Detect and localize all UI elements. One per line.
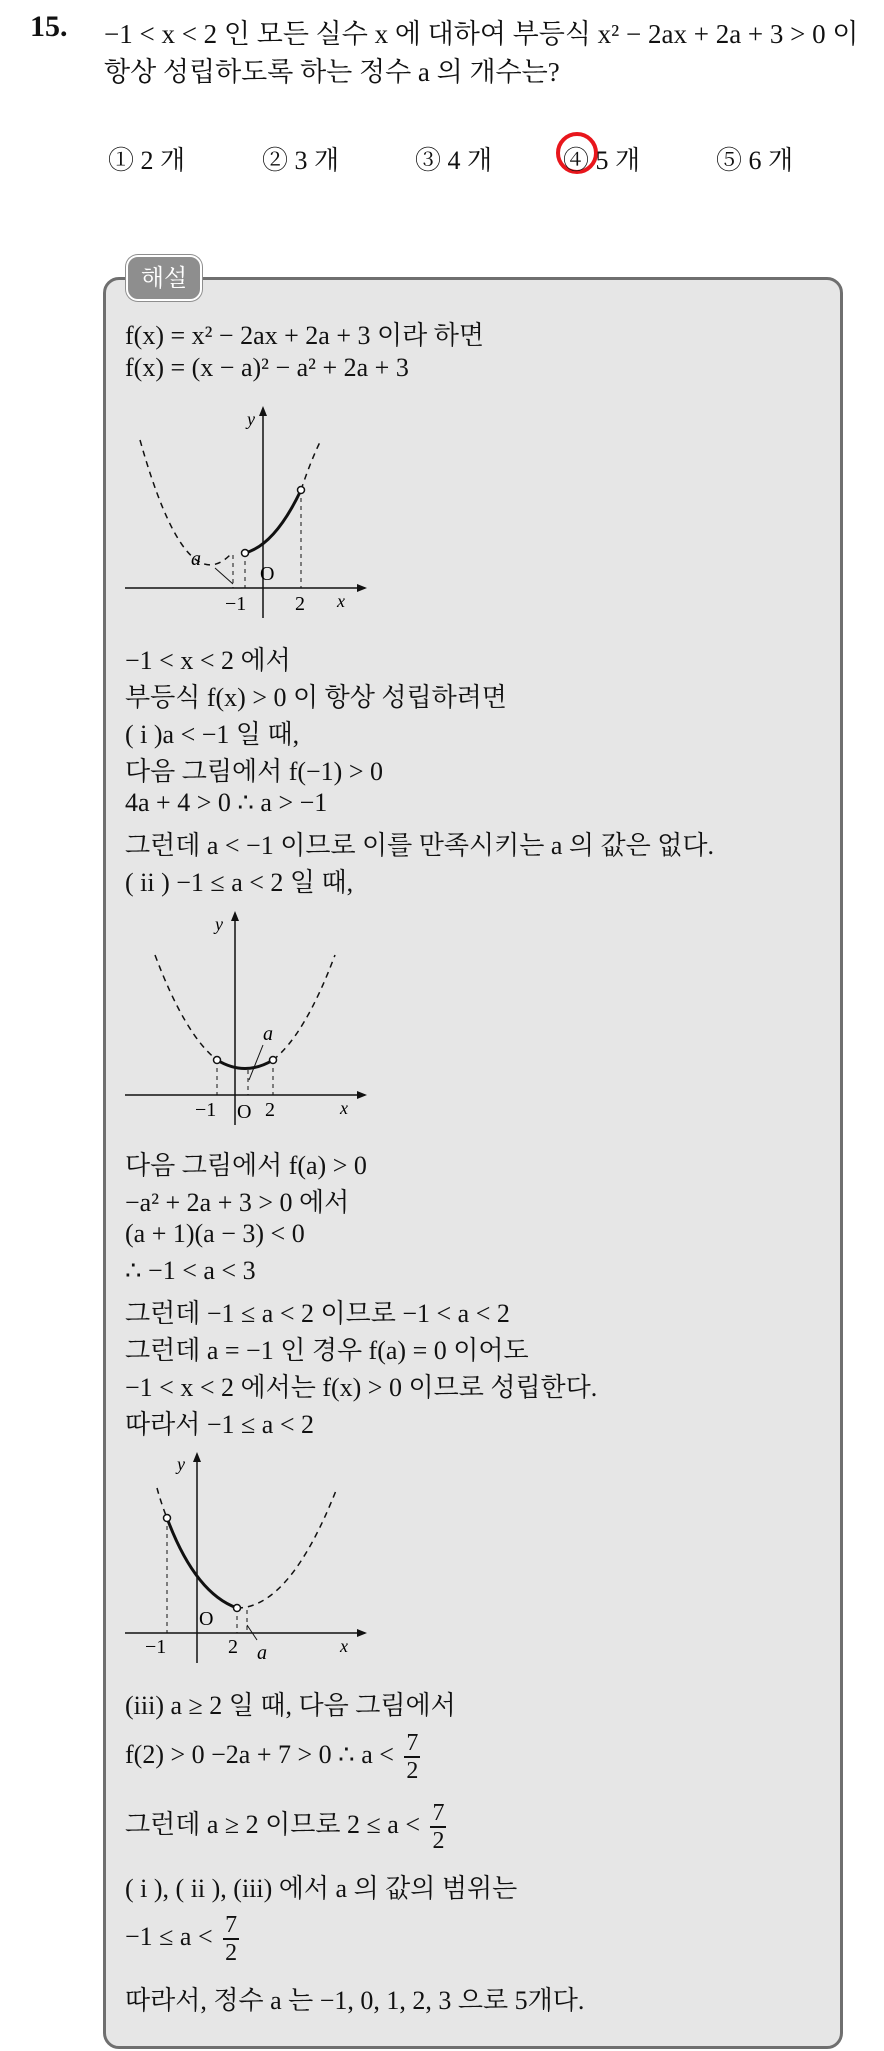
- solution-line: ( i )a < −1 일 때,: [125, 720, 300, 749]
- solution-line: ∴ −1 < a < 3: [125, 1256, 256, 1285]
- origin-label: O: [260, 563, 275, 585]
- a-label: a: [257, 1642, 267, 1664]
- a-label: a: [263, 1023, 273, 1045]
- fraction-denominator: 2: [225, 1940, 238, 1966]
- solution-line: 다음 그림에서 f(a) > 0: [125, 1151, 367, 1180]
- solution-line: f(x) = (x − a)² − a² + 2a + 3: [125, 353, 409, 382]
- solution-line: 4a + 4 > 0 ∴ a > −1: [125, 788, 328, 817]
- y-axis-label: y: [215, 914, 223, 934]
- fraction: [404, 1730, 420, 1784]
- question-text-line2: 항상 성립하도록 하는 정수 a 의 개수는?: [104, 57, 560, 87]
- solution-line: −a² + 2a + 3 > 0 에서: [125, 1188, 350, 1217]
- fraction-denominator: 2: [406, 1758, 419, 1784]
- fraction-numerator: 7: [432, 1800, 445, 1826]
- solution-line: −1 < x < 2 에서: [125, 646, 291, 675]
- fraction-numerator: 7: [225, 1912, 238, 1938]
- y-axis-label: y: [177, 1454, 185, 1474]
- solution-line: 그런데 a < −1 이므로 이를 만족시키는 a 의 값은 없다.: [125, 831, 714, 860]
- question-text-line1: −1 < x < 2 인 모든 실수 x 에 대하여 부등식 x² − 2ax + 2a + 3 > 0 이: [104, 19, 859, 49]
- tick-label: 2: [265, 1099, 275, 1121]
- fraction: [223, 1912, 239, 1966]
- solution-line: −1 < x < 2 에서는 f(x) > 0 이므로 성립한다.: [125, 1373, 598, 1402]
- fraction: [430, 1800, 446, 1854]
- solution-line: 그런데 a = −1 인 경우 f(a) = 0 이어도: [125, 1336, 529, 1365]
- fraction-denominator: 2: [432, 1828, 445, 1854]
- solution-line-text: f(2) > 0 −2a + 7 > 0 ∴ a <: [125, 1739, 394, 1769]
- tick-label: −1: [145, 1636, 167, 1658]
- question-number: 15.: [30, 10, 68, 43]
- origin-label: O: [199, 1608, 214, 1630]
- fraction-numerator: 7: [406, 1730, 419, 1756]
- solution-line: 다음 그림에서 f(−1) > 0: [125, 757, 383, 786]
- tick-label: 2: [228, 1636, 238, 1658]
- x-axis-label: x: [340, 1636, 348, 1656]
- solution-line-fraction: [125, 1912, 239, 1966]
- choice-2[interactable]: ② 3 개: [262, 146, 340, 175]
- y-axis-label: y: [247, 409, 255, 429]
- graph-case-3: [115, 1448, 375, 1673]
- solution-line: ( i ), ( ii ), (iii) 에서 a 의 값의 범위는: [125, 1874, 518, 1903]
- solution-line-text: −1 ≤ a <: [125, 1921, 213, 1951]
- solution-line-text: 그런데 a ≥ 2 이므로 2 ≤ a <: [125, 1809, 420, 1839]
- choice-1[interactable]: ① 2 개: [108, 146, 186, 175]
- graph-case-1: [115, 400, 375, 630]
- choice-5[interactable]: ⑤ 6 개: [716, 146, 794, 175]
- tick-label: 2: [295, 593, 305, 615]
- solution-line: (iii) a ≥ 2 일 때, 다음 그림에서: [125, 1691, 456, 1720]
- x-axis-label: x: [337, 591, 345, 611]
- choice-3[interactable]: ③ 4 개: [415, 146, 493, 175]
- solution-line: 부등식 f(x) > 0 이 항상 성립하려면: [125, 683, 507, 712]
- choice-4[interactable]: ④ 5 개: [563, 146, 641, 175]
- solution-line: 따라서 −1 ≤ a < 2: [125, 1410, 314, 1439]
- solution-line: 따라서, 정수 a 는 −1, 0, 1, 2, 3 으로 5개다.: [125, 1986, 585, 2015]
- solution-tag: 해설: [126, 255, 202, 301]
- solution-line-fraction: [125, 1800, 446, 1854]
- a-label: a: [191, 548, 201, 570]
- origin-label: O: [237, 1101, 252, 1123]
- solution-line: 그런데 −1 ≤ a < 2 이므로 −1 < a < 2: [125, 1299, 510, 1328]
- solution-line-fraction: [125, 1730, 420, 1784]
- graph-case-2: [115, 905, 375, 1135]
- solution-line: (a + 1)(a − 3) < 0: [125, 1219, 305, 1248]
- tick-label: −1: [195, 1099, 217, 1121]
- tick-label: −1: [225, 593, 247, 615]
- x-axis-label: x: [340, 1098, 348, 1118]
- solution-line: f(x) = x² − 2ax + 2a + 3 이라 하면: [125, 321, 484, 350]
- solution-line: ( ii ) −1 ≤ a < 2 일 때,: [125, 868, 354, 897]
